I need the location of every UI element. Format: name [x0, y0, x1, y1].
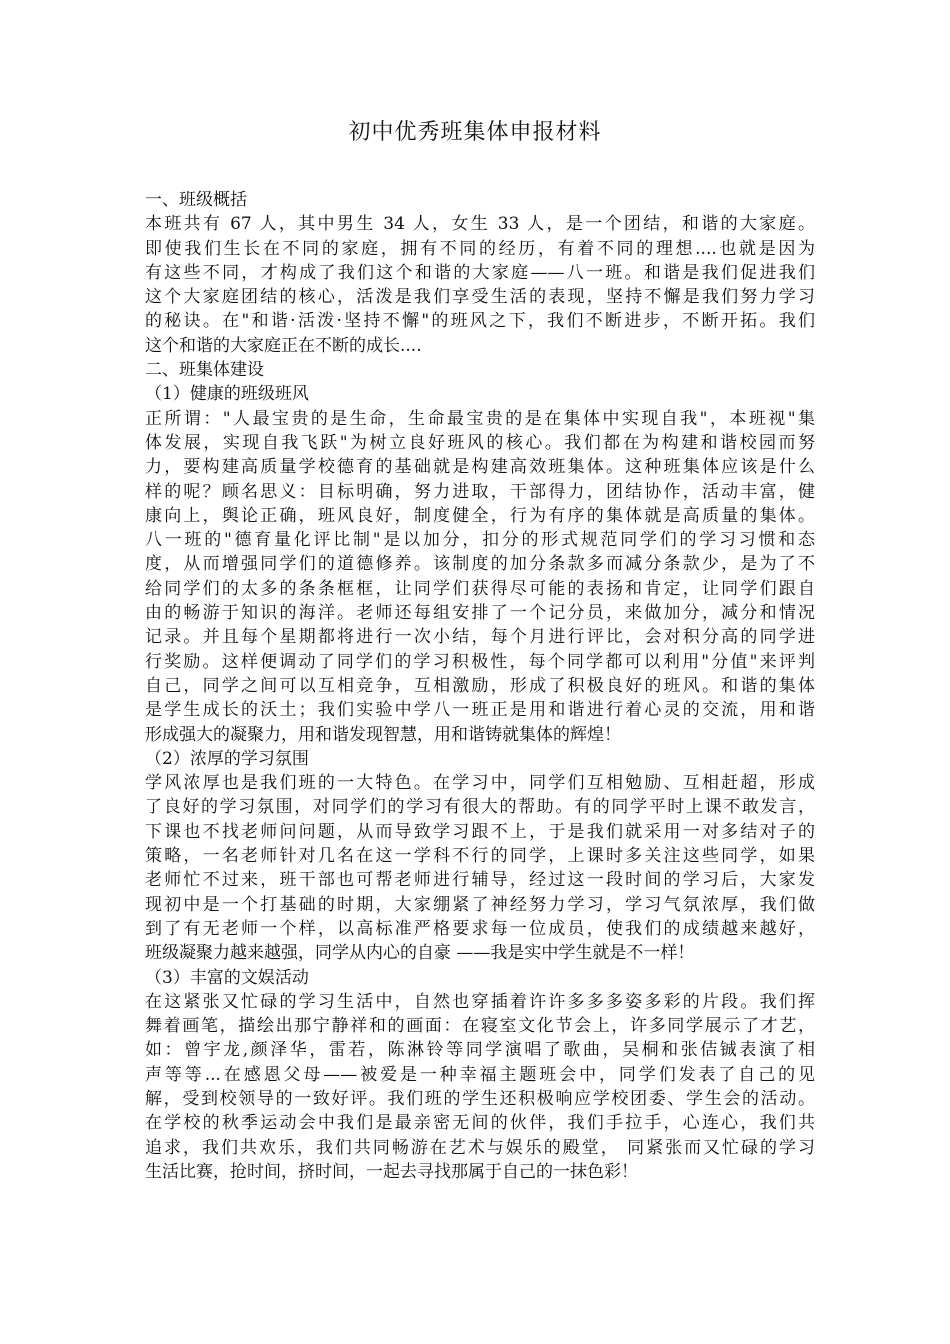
paragraph-line: 学风浓厚也是我们班的一大特色。在学习中，同学们互相勉励、互相赶超，形成: [145, 773, 815, 794]
paragraph-line: 样的呢？顾名思义：目标明确，努力进取，干部得力，团结协作，活动丰富，健: [145, 481, 815, 502]
paragraph-line: 这个和谐的大家庭正在不断的成长....: [145, 335, 422, 356]
paragraph-line: 正所谓："人最宝贵的是生命，生命最宝贵的是在集体中实现自我"，本班视"集: [145, 408, 815, 429]
paragraph-line: 有这些不同，才构成了我们这个和谐的大家庭——八一班。和谐是我们促进我们: [145, 262, 815, 283]
paragraph-line: 由的畅游于知识的海洋。老师还每组安排了一个记分员，来做加分，减分和情况: [145, 603, 815, 624]
section-heading: 一、班级概括: [145, 190, 247, 210]
paragraph-line: 即使我们生长在不同的家庭，拥有不同的经历，有着不同的理想....也就是因为: [145, 238, 815, 259]
document-body: [145, 188, 815, 1184]
paragraph-line: 解，受到校领导的一致好评。我们班的学生还积极响应学校团委、学生会的活动。: [145, 1088, 815, 1109]
section-heading: （2）浓厚的学习氛围: [145, 748, 309, 769]
section-heading: 二、班集体建设: [145, 360, 264, 381]
paragraph-line: 班级凝聚力越来越强，同学从内心的自豪 ——我是实中学生就是不一样！: [145, 943, 695, 964]
paragraph-line: 现初中是一个打基础的时期，大家绷紧了神经努力学习，学习气氛浓厚，我们做: [145, 894, 815, 915]
paragraph-line: 八一班的"德育量化评比制"是以加分，扣分的形式规范同学们的学习习惯和态: [145, 530, 815, 551]
paragraph-line: 在学校的秋季运动会中我们是最亲密无间的伙伴，我们手拉手，心连心，我们共: [145, 1113, 815, 1134]
paragraph-line: 老师忙不过来，班干部也可帮老师进行辅导，经过这一段时间的学习后，大家发: [145, 870, 815, 891]
paragraph-line: 力，要构建高质量学校德育的基础就是构建高效班集体。这种班集体应该是什么: [145, 457, 815, 478]
paragraph-line: 行奖励。这样便调动了同学们的学习积极性，每个同学都可以利用"分值"来评判: [145, 651, 815, 672]
paragraph-line: 记录。并且每个星期都将进行一次小结，每个月进行评比，会对积分高的同学进: [145, 627, 815, 648]
paragraph-line: 度，从而增强同学们的道德修养。该制度的加分条款多而减分条款少，是为了不: [145, 554, 815, 575]
document-title: 初中优秀班集体申报材料: [348, 120, 602, 145]
paragraph-line: 给同学们的太多的条条框框，让同学们获得尽可能的表扬和肯定，让同学们跟自: [145, 578, 815, 599]
paragraph-line: 形成强大的凝聚力，用和谐发现智慧，用和谐铸就集体的辉煌！: [145, 724, 621, 745]
paragraph-line: 声等等...在感恩父母——被爱是一种幸福主题班会中，同学们发表了自己的见: [145, 1064, 815, 1085]
paragraph-line: 的秘诀。在"和谐·活泼·坚持不懈"的班风之下，我们不断进步，不断开拓。我们: [145, 311, 815, 332]
paragraph-line: 下课也不找老师问问题，从而导致学习跟不上，于是我们就采用一对多结对子的: [145, 821, 815, 842]
paragraph-line: 本班共有 67 人，其中男生 34 人，女生 33 人，是一个团结，和谐的大家庭。: [145, 214, 815, 235]
paragraph-line: 自己，同学之间可以互相竞争，互相激励，形成了积极良好的班风。和谐的集体: [145, 675, 815, 696]
paragraph-line: 这个大家庭团结的核心，活泼是我们享受生活的表现，坚持不懈是我们努力学习: [145, 287, 815, 308]
paragraph-line: 到了有无老师一个样，以高标准严格要求每一位成员，使我们的成绩越来越好，: [145, 918, 815, 939]
paragraph-line: 体发展，实现自我飞跃"为树立良好班风的核心。我们都在为构建和谐校园而努: [145, 432, 815, 453]
paragraph-line: 策略，一名老师针对几名在这一学科不行的同学，上课时多关注这些同学，如果: [145, 846, 815, 867]
paragraph-line: 追求，我们共欢乐，我们共同畅游在艺术与娱乐的殿堂， 同紧张而又忙碌的学习: [145, 1137, 815, 1158]
paragraph-line: 生活比赛，抢时间，挤时间，一起去寻找那属于自己的一抹色彩！: [145, 1161, 638, 1182]
section-heading: （1）健康的班级班风: [145, 384, 309, 405]
paragraph-line: 如：曾宇龙,颜泽华，雷若，陈淋铃等同学演唱了歌曲，吴桐和张佶铖表演了相: [145, 1040, 815, 1061]
paragraph-line: 在这紧张又忙碌的学习生活中，自然也穿插着许许多多多姿多彩的片段。我们挥: [145, 991, 815, 1012]
paragraph-line: 舞着画笔，描绘出那宁静祥和的画面：在寝室文化节会上，许多同学展示了才艺，: [145, 1016, 815, 1037]
paragraph-line: 了良好的学习氛围，对同学们的学习有很大的帮助。有的同学平时上课不敢发言，: [145, 797, 815, 818]
paragraph-line: 康向上，舆论正确，班风良好，制度健全，行为有序的集体就是高质量的集体。: [145, 505, 815, 526]
paragraph-line: 是学生成长的沃土；我们实验中学八一班正是用和谐进行着心灵的交流，用和谐: [145, 700, 815, 721]
section-heading: （3）丰富的文娱活动: [145, 967, 309, 988]
